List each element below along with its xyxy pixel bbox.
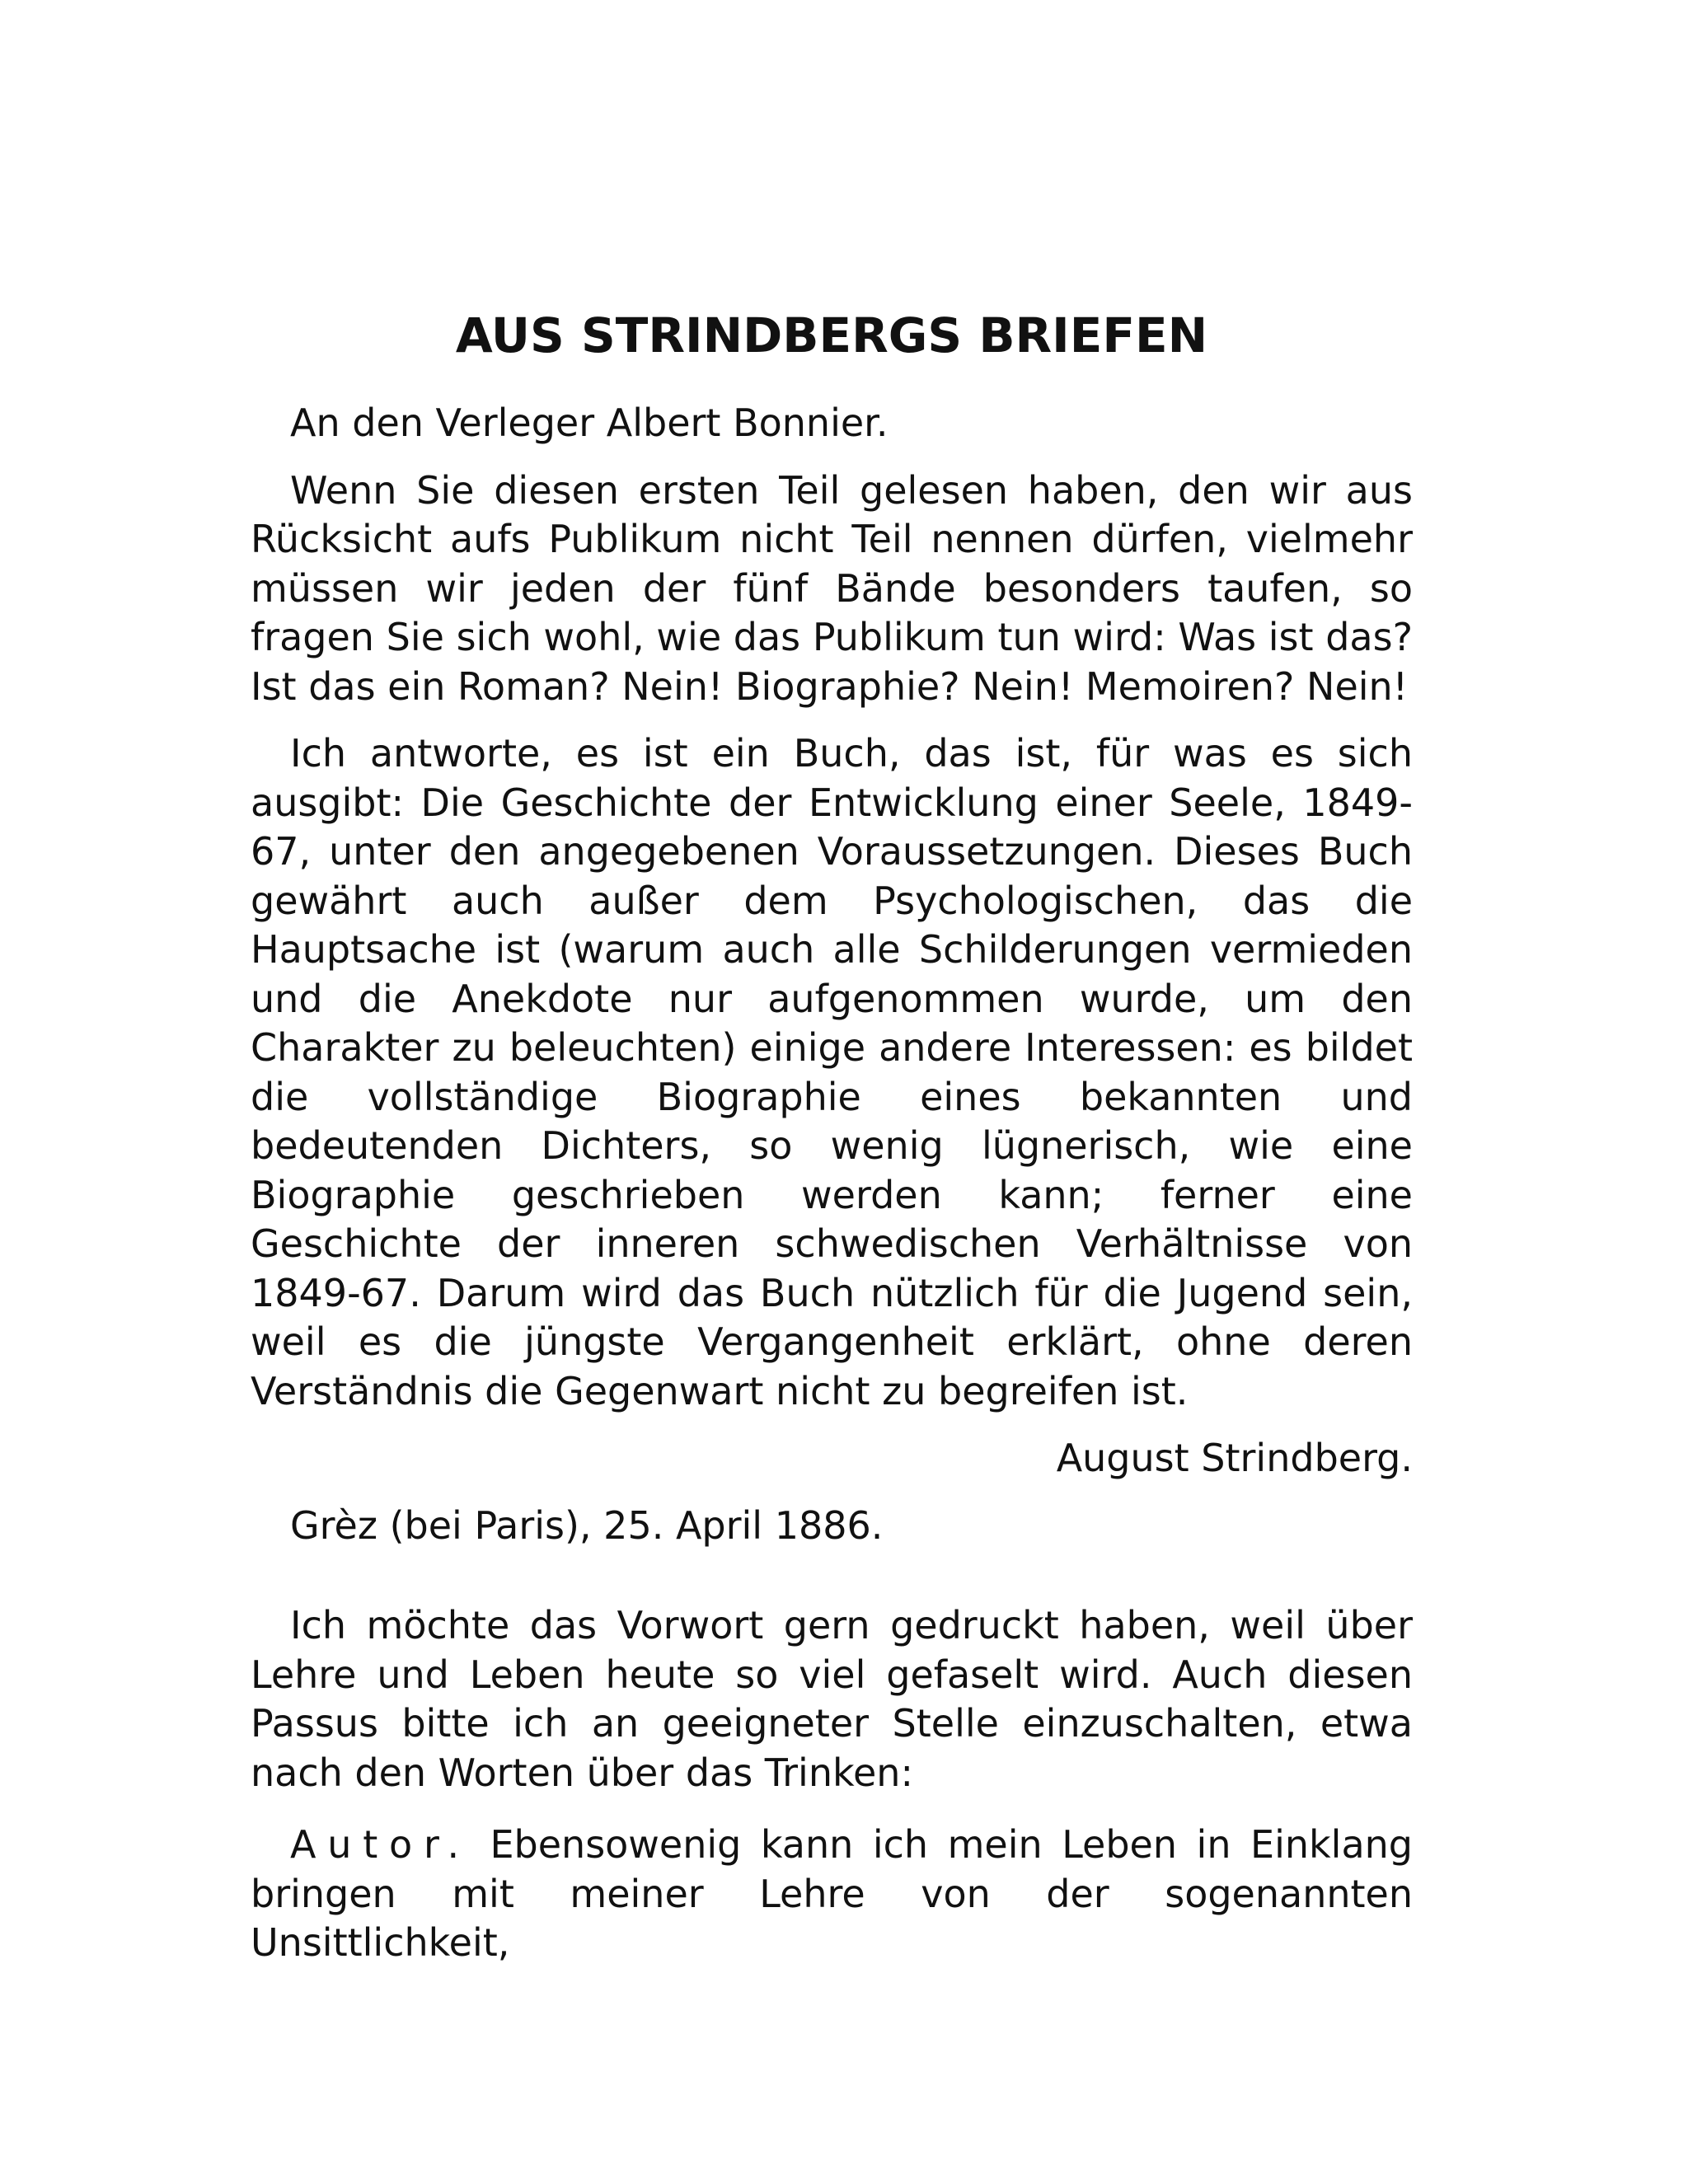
paragraph-2: Ich antworte, es ist ein Buch, das ist, für was es sich ausgibt: Die Geschichte der Entwicklung einer Seele, 1849-67, unter den angegebenen Voraussetzungen. Dieses Buch gewährt auch außer dem Psychologischen, das die Hauptsache ist (warum auch alle Schilderungen vermieden und die Anekdote nur aufgenommen wurde, um den Charakter zu beleuchten) einige andere Interessen: es bildet die vollständige Biographie eines bekannten und bedeutenden Dichters, so wenig lügnerisch, wie eine Biographie geschrieben werden kann; ferner eine Geschichte der inneren schwedischen Verhältnisse von 1849-67. Darum wird das Buch nützlich für die Jugend sein, weil es die jüngste Vergangenheit erklärt, ohne deren Verständnis die Gegenwart nicht zu begreifen ist. (251, 731, 1413, 1413)
paragraph-1: Wenn Sie diesen ersten Teil gelesen haben, den wir aus Rücksicht aufs Publikum nicht Teil nennen dürfen, vielmehr müssen wir jeden der fünf Bände besonders taufen, so fragen Sie sich wohl, wie das Publikum tun wird: Was ist das? Ist das ein Roman? Nein! Biographie? Nein! Memoiren? Nein! (251, 467, 1413, 709)
paragraph-4 (251, 1821, 1413, 1968)
page-title: AUS STRINDBERGS BRIEFEN (455, 307, 1208, 363)
document-page (251, 307, 1413, 1968)
paragraph-4-text: Ebensowenig kann ich mein Leben in Einklang bringen mit meiner Lehre von der sogenannten Unsittlichkeit, (251, 1822, 1413, 1965)
place-date: Grèz (bei Paris), 25. April 1886. (290, 1502, 884, 1548)
speaker-label: Autor. (290, 1822, 471, 1867)
paragraph-3: Ich möchte das Vorwort gern gedruckt haben, weil über Lehre und Leben heute so viel gefaselt wird. Auch diesen Passus bitte ich an geeigneter Stelle einzuschalten, etwa nach den Worten über das Trinken: (251, 1603, 1413, 1795)
salutation: An den Verleger Albert Bonnier. (290, 401, 889, 445)
signature: August Strindberg. (1056, 1436, 1413, 1480)
